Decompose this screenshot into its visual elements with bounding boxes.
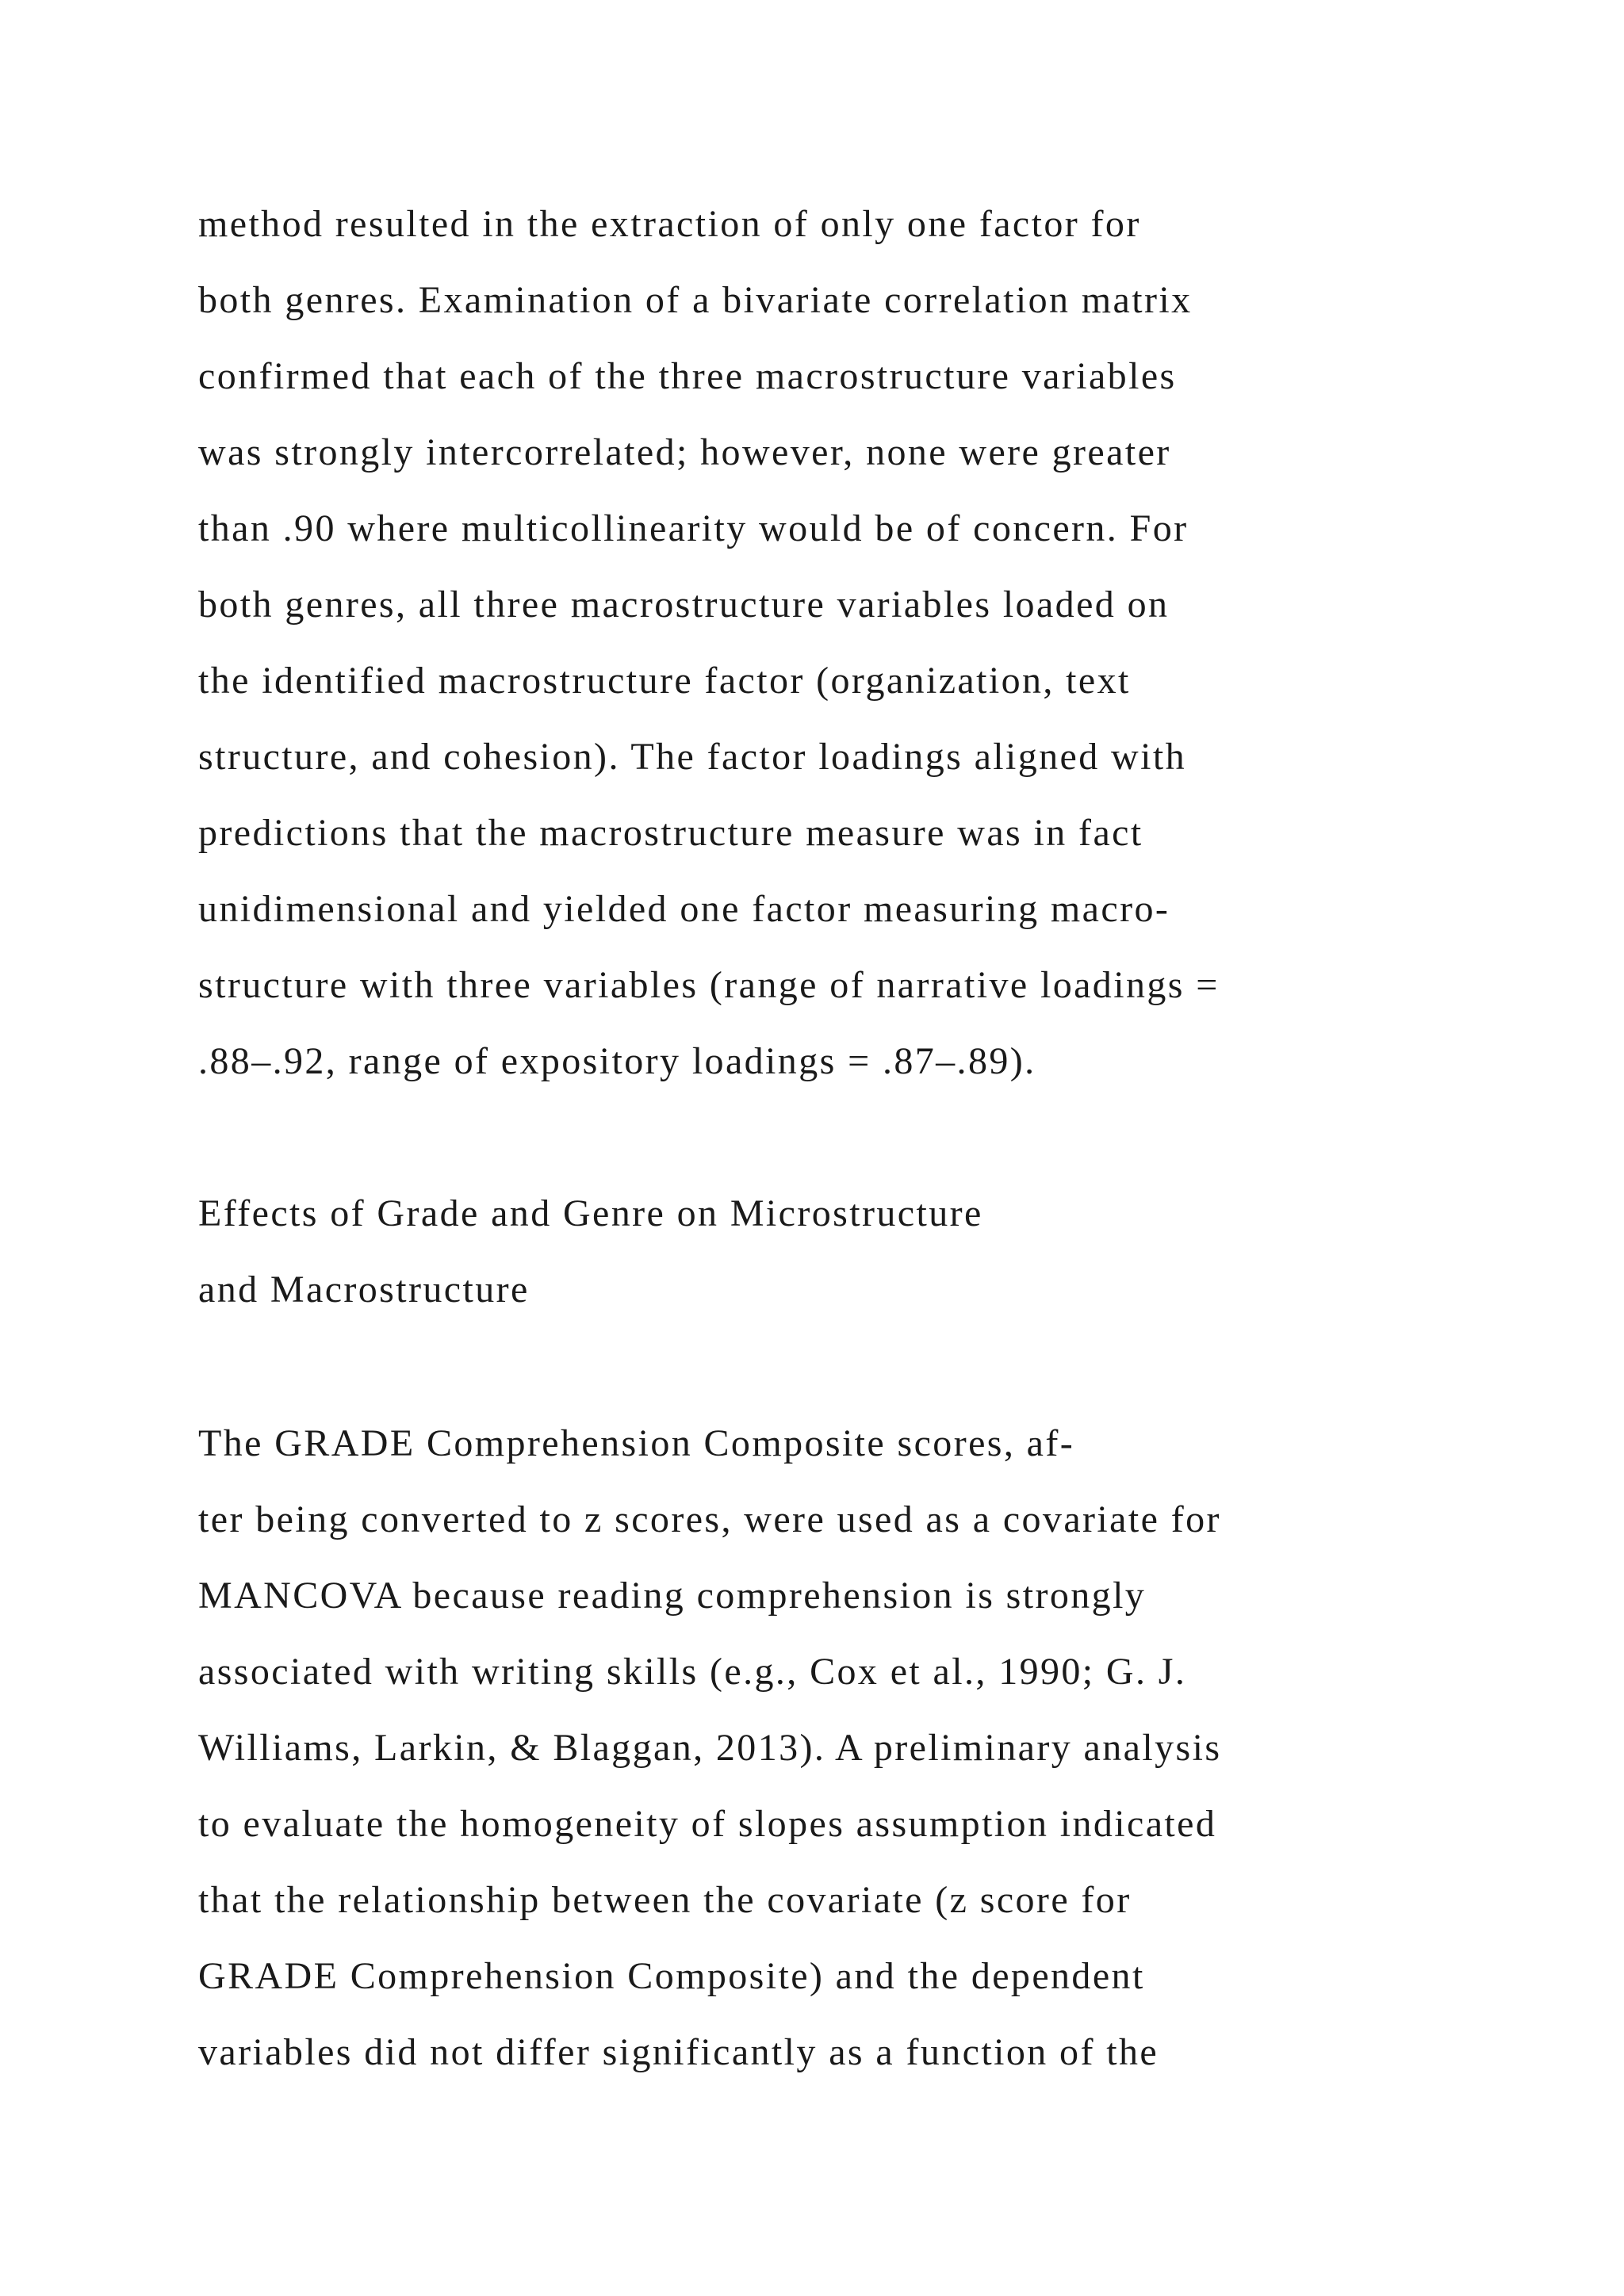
text-line: method resulted in the extraction of only one factor for bbox=[198, 203, 1141, 245]
text-line: predictions that the macrostructure measure was in fact bbox=[198, 812, 1143, 854]
heading-line: Effects of Grade and Genre on Microstructure bbox=[198, 1192, 983, 1234]
text-line: than .90 where multicollinearity would be of concern. For bbox=[198, 507, 1189, 549]
heading-line: and Macrostructure bbox=[198, 1269, 530, 1311]
text-line: confirmed that each of the three macrostructure variables bbox=[198, 355, 1177, 397]
text-line: structure with three variables (range of narrative loadings = bbox=[198, 964, 1220, 1006]
text-line: both genres, all three macrostructure variables loaded on bbox=[198, 584, 1170, 626]
text-line: MANCOVA because reading comprehension is strongly bbox=[198, 1575, 1147, 1617]
text-line: ter being converted to z scores, were used as a covariate for bbox=[198, 1498, 1221, 1540]
text-line: to evaluate the homogeneity of slopes assumption indicated bbox=[198, 1803, 1217, 1845]
text-line: was strongly intercorrelated; however, none were greater bbox=[198, 431, 1171, 473]
text-line: .88–.92, range of expository loadings = .87–.89). bbox=[198, 1040, 1036, 1082]
text-line: both genres. Examination of a bivariate correlation matrix bbox=[198, 279, 1193, 321]
text-line: GRADE Comprehension Composite) and the dependent bbox=[198, 1955, 1145, 1997]
text-line: associated with writing skills (e.g., Cox et al., 1990; G. J. bbox=[198, 1651, 1187, 1693]
text-line: that the relationship between the covariate (z score for bbox=[198, 1879, 1132, 1921]
body-paragraph bbox=[198, 186, 1594, 1100]
text-line: The GRADE Comprehension Composite scores, af- bbox=[198, 1422, 1075, 1464]
text-line: variables did not differ significantly as a function of the bbox=[198, 2031, 1159, 2073]
text-line: Williams, Larkin, & Blaggan, 2013). A preliminary analysis bbox=[198, 1727, 1222, 1769]
section-heading bbox=[198, 1176, 1594, 1328]
text-line: unidimensional and yielded one factor measuring macro- bbox=[198, 888, 1170, 930]
text-line: the identified macrostructure factor (organization, text bbox=[198, 660, 1131, 702]
body-paragraph bbox=[198, 1406, 1594, 2091]
text-line: structure, and cohesion). The factor loadings aligned with bbox=[198, 736, 1186, 778]
